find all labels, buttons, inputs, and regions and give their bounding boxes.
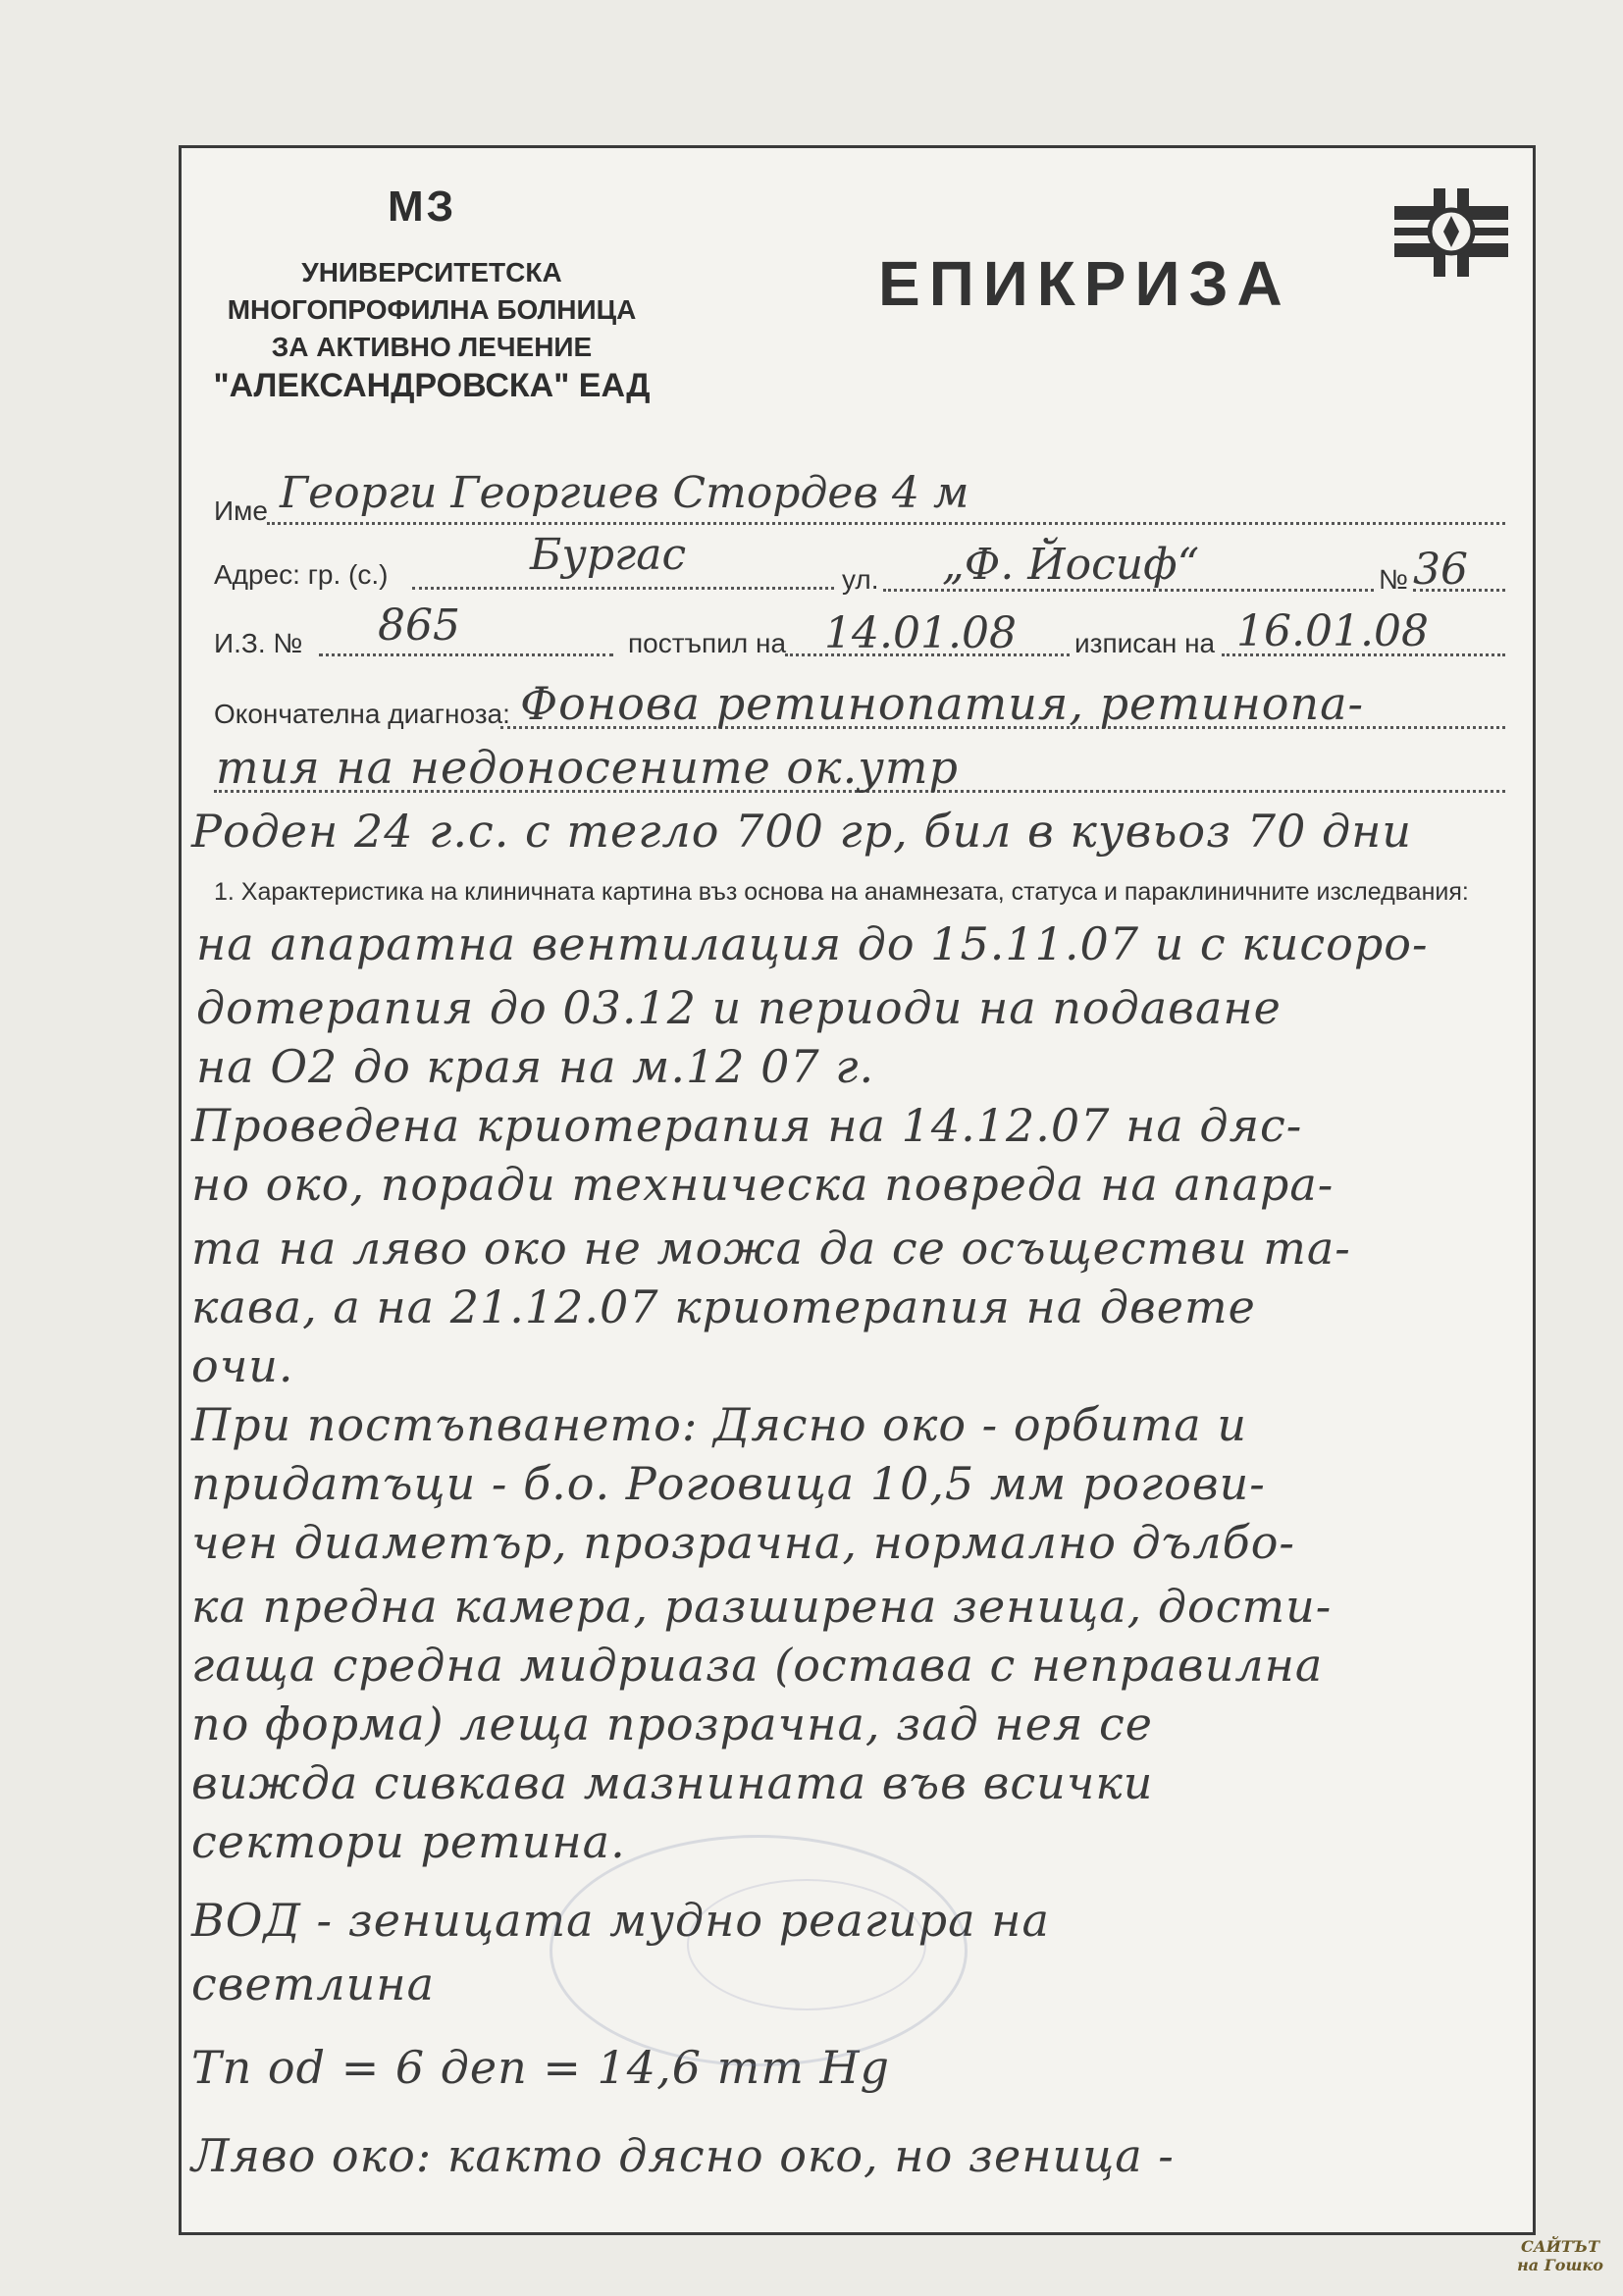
institution-line-3: ЗА АКТИВНО ЛЕЧЕНИЕ (271, 332, 593, 362)
document-title: ЕПИКРИЗА (878, 248, 1291, 319)
body-line-13: гаща средна мидриаза (остава с неправилна (191, 1639, 1324, 1692)
street-label: ул. (842, 564, 879, 595)
body-line-5: но око, поради техническа повреда на апара- (191, 1158, 1335, 1211)
street-value: „Ф. Йосиф“ (942, 540, 1200, 590)
number-label: № (1379, 564, 1409, 595)
body-line-3: на O2 до края на м.12 07 г. (196, 1040, 875, 1093)
admitted-label: постъпил на (628, 628, 787, 658)
body-line-9: При постъпването: Дясно око - орбита и (191, 1398, 1247, 1451)
faint-stamp-inner (687, 1879, 926, 2010)
site-watermark (1506, 2237, 1614, 2274)
watermark-line-1: САЙТЪТ (1521, 2237, 1599, 2256)
institution-line-4: "АЛЕКСАНДРОВСКА" ЕАД (213, 367, 651, 404)
diagnosis-label: Окончателна диагноза: (214, 699, 510, 729)
institution-line-2: МНОГОПРОФИЛНА БОЛНИЦА (227, 294, 637, 325)
body-line-1: на апаратна вентилация до 15.11.07 и с кисоро- (196, 917, 1429, 970)
history-number-value: 865 (378, 600, 460, 651)
body-line-11: чен диаметър, прозрачна, нормално дълбо- (191, 1516, 1295, 1569)
admitted-value: 14.01.08 (824, 608, 1017, 658)
body-line-15: вижда сивкава мазнината във всички (191, 1756, 1154, 1809)
number-value: 36 (1413, 545, 1468, 595)
body-line-18: светлина (191, 1957, 436, 2010)
body-line-17: ВОД - зеницата мудно реагира на (191, 1894, 1050, 1947)
history-number-label: И.З. № (214, 628, 303, 658)
section-1-heading: 1. Характеристика на клиничната картина въз основа на анамнезата, статуса и параклиничните изследвания: (214, 878, 1469, 906)
institution-line-1: УНИВЕРСИТЕТСКА (301, 257, 562, 287)
watermark-line-2: на Гошко (1517, 2256, 1603, 2274)
hospital-logo-icon (1388, 184, 1514, 281)
body-line-7: кава, а на 21.12.07 криотерапия на двете (191, 1280, 1256, 1333)
body-line-20: Ляво око: както дясно око, но зеница - (191, 2129, 1175, 2182)
address-city-value: Бургас (530, 530, 687, 580)
diagnosis-line-1: Фонова ретинопатия, ретинопа- (520, 677, 1365, 730)
body-line-4: Проведена криотерапия на 14.12.07 на дяс- (191, 1099, 1303, 1152)
ministry-abbreviation: МЗ (388, 183, 457, 231)
body-line-19: Tn od = 6 деп = 14,6 mm Hg (191, 2041, 891, 2094)
address-label: Адрес: гр. (с.) (214, 559, 389, 590)
name-value: Георги Георгиев Стордев 4 м (280, 468, 969, 518)
discharged-label: изписан на (1074, 628, 1216, 658)
discharged-value: 16.01.08 (1236, 606, 1429, 656)
diagnosis-line-3: Роден 24 г.с. с тегло 700 гр, бил в кувьоз 70 дни (191, 805, 1413, 858)
history-number-line (319, 653, 613, 656)
body-line-2: дотерапия до 03.12 и периоди на подаване (196, 981, 1282, 1034)
body-line-14: по форма) леща прозрачна, зад нея се (191, 1697, 1154, 1750)
address-city-line (412, 587, 834, 590)
body-line-16: сектори ретина. (191, 1815, 626, 1868)
diagnosis-line-2: тия на недоносените ок.утр (216, 741, 959, 794)
name-field-line (267, 522, 1505, 525)
body-line-10: придатъци - б.о. Роговица 10,5 мм рогови- (191, 1457, 1266, 1510)
body-line-6: та на ляво око не можа да се осъществи та- (191, 1222, 1351, 1275)
name-label: Име (214, 496, 268, 526)
body-line-12: ка предна камера, разширена зеница, дости- (191, 1580, 1333, 1633)
body-line-8: очи. (191, 1339, 294, 1392)
